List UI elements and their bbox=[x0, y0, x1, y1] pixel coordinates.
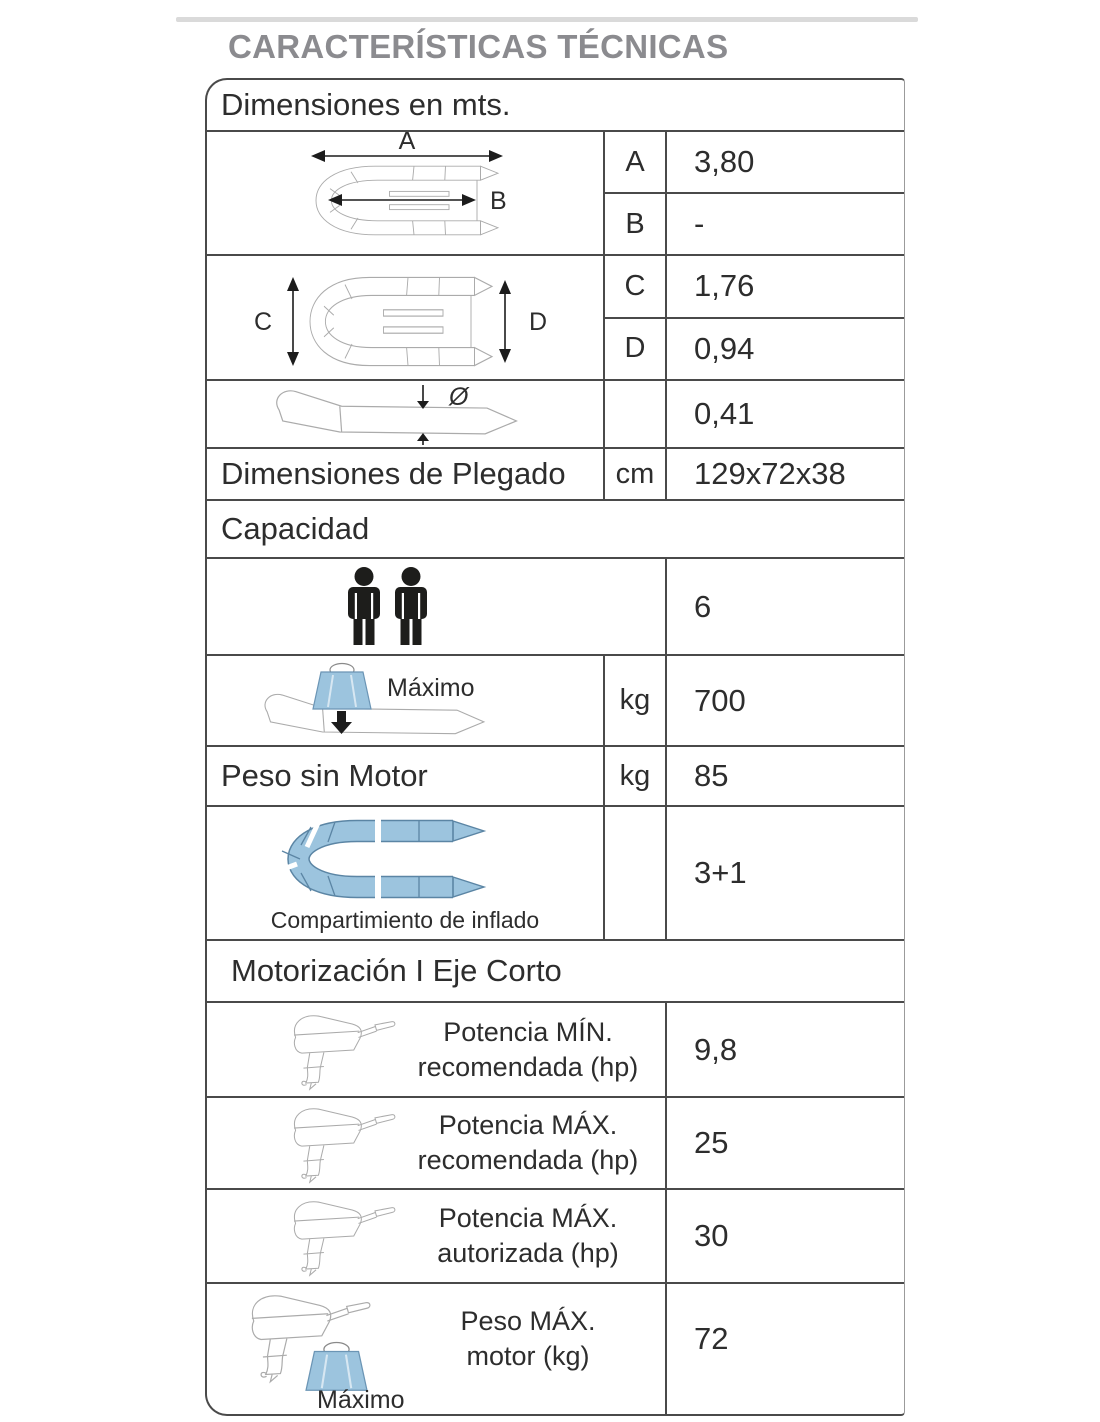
row-max-authorized-power bbox=[207, 1188, 904, 1282]
max-load-unit: kg bbox=[603, 656, 665, 745]
max-load-caption: Máximo bbox=[387, 674, 475, 702]
dim-d-value: 0,94 bbox=[665, 319, 904, 380]
row-dim-b bbox=[603, 192, 904, 254]
row-max-load bbox=[207, 654, 904, 745]
outboard-motor-icon bbox=[283, 1009, 397, 1091]
outboard-motor-icon bbox=[283, 1102, 397, 1184]
dim-a-letter: A bbox=[603, 132, 665, 192]
row-dim-c bbox=[603, 256, 904, 317]
max-motor-weight-caption: Máximo bbox=[317, 1386, 405, 1414]
max-auth-power-line1: Potencia MÁX. bbox=[438, 1203, 618, 1234]
min-power-icon-wrap bbox=[207, 1009, 397, 1091]
air-chambers-unit-cell bbox=[603, 807, 665, 939]
boat-top-view-icon bbox=[207, 132, 603, 254]
max-auth-power-label bbox=[397, 1201, 665, 1270]
persons-diagram bbox=[207, 559, 665, 654]
max-auth-power-value: 30 bbox=[665, 1190, 904, 1282]
row-dim-d bbox=[603, 317, 904, 380]
weight-without-motor-unit: kg bbox=[603, 747, 665, 805]
folded-label: Dimensiones de Plegado bbox=[221, 456, 566, 491]
page-title: CARACTERÍSTICAS TÉCNICAS bbox=[228, 28, 729, 65]
diameter-value: 0,41 bbox=[665, 381, 904, 447]
max-motor-weight-line2: motor (kg) bbox=[466, 1341, 590, 1371]
dim-label-a: A bbox=[398, 132, 416, 155]
row-persons-capacity bbox=[207, 557, 904, 654]
dim-b-value: - bbox=[665, 194, 904, 254]
boat-beam-view-icon bbox=[207, 256, 603, 379]
dim-label-b: B bbox=[490, 187, 507, 215]
two-persons-icon bbox=[345, 567, 445, 647]
dim-b-letter: B bbox=[603, 194, 665, 254]
section-header-motorization bbox=[207, 939, 904, 1001]
max-motor-weight-label bbox=[397, 1304, 665, 1373]
persons-value: 6 bbox=[665, 559, 904, 654]
min-power-value: 9,8 bbox=[665, 1003, 904, 1096]
max-rec-power-icon-wrap bbox=[207, 1102, 397, 1184]
outboard-motor-icon bbox=[283, 1195, 397, 1277]
row-tube-diameter bbox=[207, 379, 904, 447]
weight-without-motor-label: Peso sin Motor bbox=[221, 758, 428, 793]
air-chambers-caption: Compartimiento de inflado bbox=[270, 907, 540, 933]
max-rec-power-value: 25 bbox=[665, 1098, 904, 1188]
diameter-unit-cell bbox=[603, 381, 665, 447]
max-motor-weight-line1: Peso MÁX. bbox=[460, 1306, 596, 1337]
row-folded-dimensions bbox=[207, 447, 904, 499]
dim-a-value: 3,80 bbox=[665, 132, 904, 192]
row-beam-dimensions bbox=[207, 254, 904, 379]
top-divider bbox=[176, 17, 918, 22]
row-min-power bbox=[207, 1001, 904, 1096]
row-dim-a bbox=[603, 132, 904, 192]
min-power-line1: Potencia MÍN. bbox=[443, 1016, 613, 1047]
section-header-dimensions bbox=[207, 80, 904, 130]
max-rec-power-label bbox=[397, 1108, 665, 1177]
boat-side-view-icon bbox=[207, 381, 603, 447]
dim-c-value: 1,76 bbox=[665, 256, 904, 317]
section-header-capacity bbox=[207, 499, 904, 557]
max-motor-weight-diagram bbox=[207, 1284, 665, 1414]
row-max-motor-weight bbox=[207, 1282, 904, 1414]
diameter-symbol: Ø bbox=[449, 383, 469, 411]
folded-value: 129x72x38 bbox=[665, 449, 904, 499]
boat-top-view-length-diagram bbox=[207, 132, 603, 254]
min-power-label bbox=[397, 1015, 665, 1084]
dim-c-letter: C bbox=[603, 256, 665, 317]
max-rec-power-line2: recomendada (hp) bbox=[417, 1145, 639, 1175]
spec-table bbox=[205, 78, 905, 1416]
max-load-icon bbox=[207, 656, 603, 745]
dim-d-letter: D bbox=[603, 319, 665, 380]
row-max-recommended-power bbox=[207, 1096, 904, 1188]
row-length-dimensions bbox=[207, 130, 904, 254]
air-chambers-value: 3+1 bbox=[665, 807, 904, 939]
motorization-header-label: Motorización I Eje Corto bbox=[231, 953, 562, 988]
inflation-chambers-icon bbox=[207, 807, 603, 907]
folded-unit: cm bbox=[603, 449, 665, 499]
row-weight-without-motor bbox=[207, 745, 904, 805]
boat-top-view-beam-diagram bbox=[207, 256, 603, 379]
max-auth-power-line2: autorizada (hp) bbox=[437, 1238, 619, 1268]
row-air-chambers bbox=[207, 805, 904, 939]
dim-label-d: D bbox=[529, 308, 548, 336]
min-power-line2: recomendada (hp) bbox=[417, 1051, 639, 1082]
boat-side-view-diagram bbox=[207, 381, 603, 447]
weight-without-motor-value: 85 bbox=[665, 747, 904, 805]
dim-label-c: C bbox=[253, 308, 273, 336]
max-rec-power-line1: Potencia MÁX. bbox=[438, 1110, 618, 1141]
capacity-header-label: Capacidad bbox=[221, 511, 370, 546]
air-chambers-diagram bbox=[207, 807, 603, 939]
dimensions-header-label: Dimensiones en mts. bbox=[221, 87, 511, 122]
max-load-value: 700 bbox=[665, 656, 904, 745]
max-motor-weight-value bbox=[665, 1284, 904, 1414]
max-motor-weight-value-text: 72 bbox=[694, 1321, 729, 1356]
max-load-diagram bbox=[207, 656, 603, 745]
max-auth-power-icon-wrap bbox=[207, 1195, 397, 1277]
